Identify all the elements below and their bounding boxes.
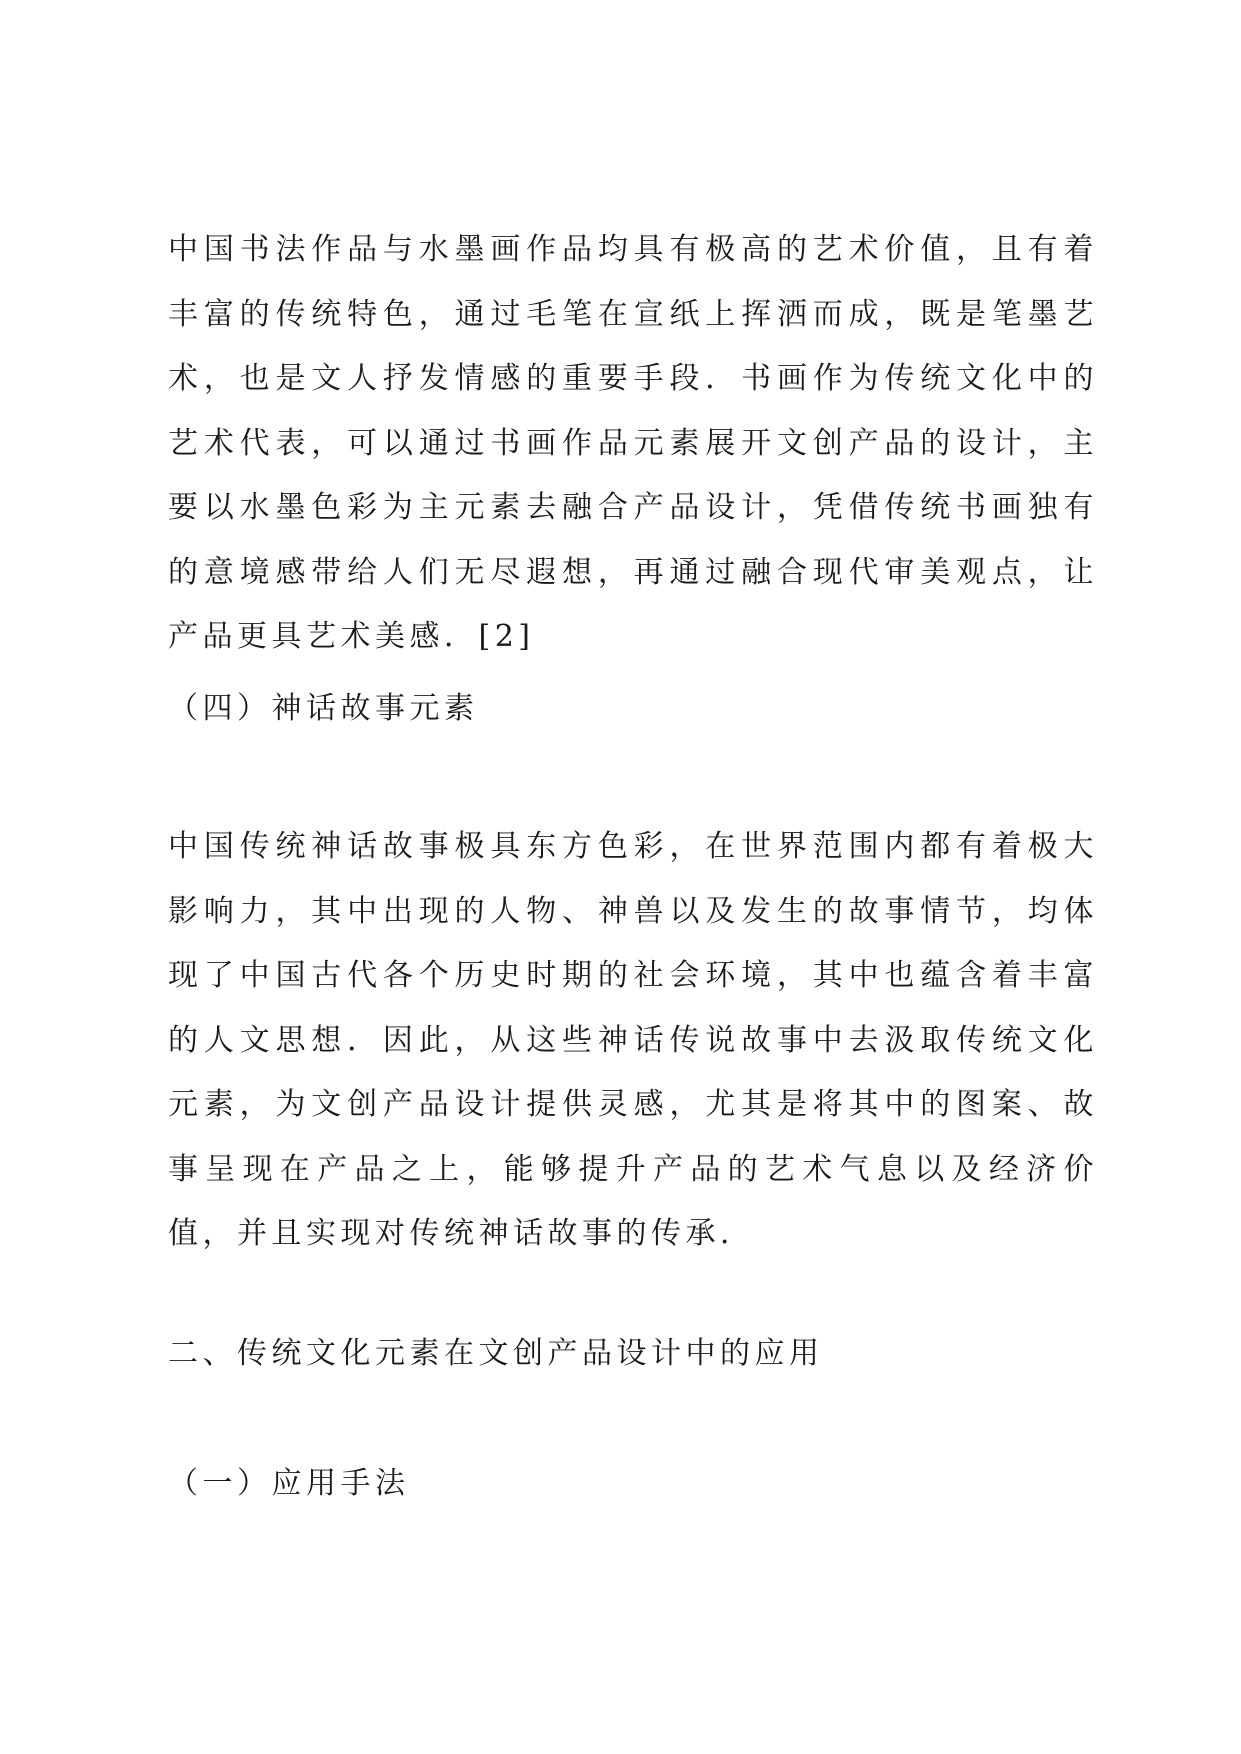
chapter-heading-application: 二、传统文化元素在文创产品设计中的应用 xyxy=(168,1336,824,1371)
section-heading-methods: （一）应用手法 xyxy=(168,1466,410,1501)
paragraph-calligraphy-painting: 中国书法作品与水墨画作品均具有极高的艺术价值，且有着丰富的传统特色，通过毛笔在宣纸上挥洒而成，既是笔墨艺术，也是文人抒发情感的重要手段．书画作为传统文化中的艺术代表，可以通过书画作品元素展开文创产品的设计，主要以水墨色彩为主元素去融合产品设计，凭借传统书画独有的意境感带给人们无尽遐想，再通过融合现代审美观点，让产品更具艺术美感．[2] xyxy=(168,232,1098,654)
paragraph-mythology: 中国传统神话故事极具东方色彩，在世界范围内都有着极大影响力，其中出现的人物、神兽以及发生的故事情节，均体现了中国古代各个历史时期的社会环境，其中也蕴含着丰富的人文思想．因此，从这些神话传说故事中去汲取传统文化元素，为文创产品设计提供灵感，尤其是将其中的图案、故事呈现在产品之上，能够提升产品的艺术气息以及经济价值，并且实现对传统神话故事的传承． xyxy=(168,829,1098,1251)
section-heading-mythology: （四）神话故事元素 xyxy=(168,691,479,726)
